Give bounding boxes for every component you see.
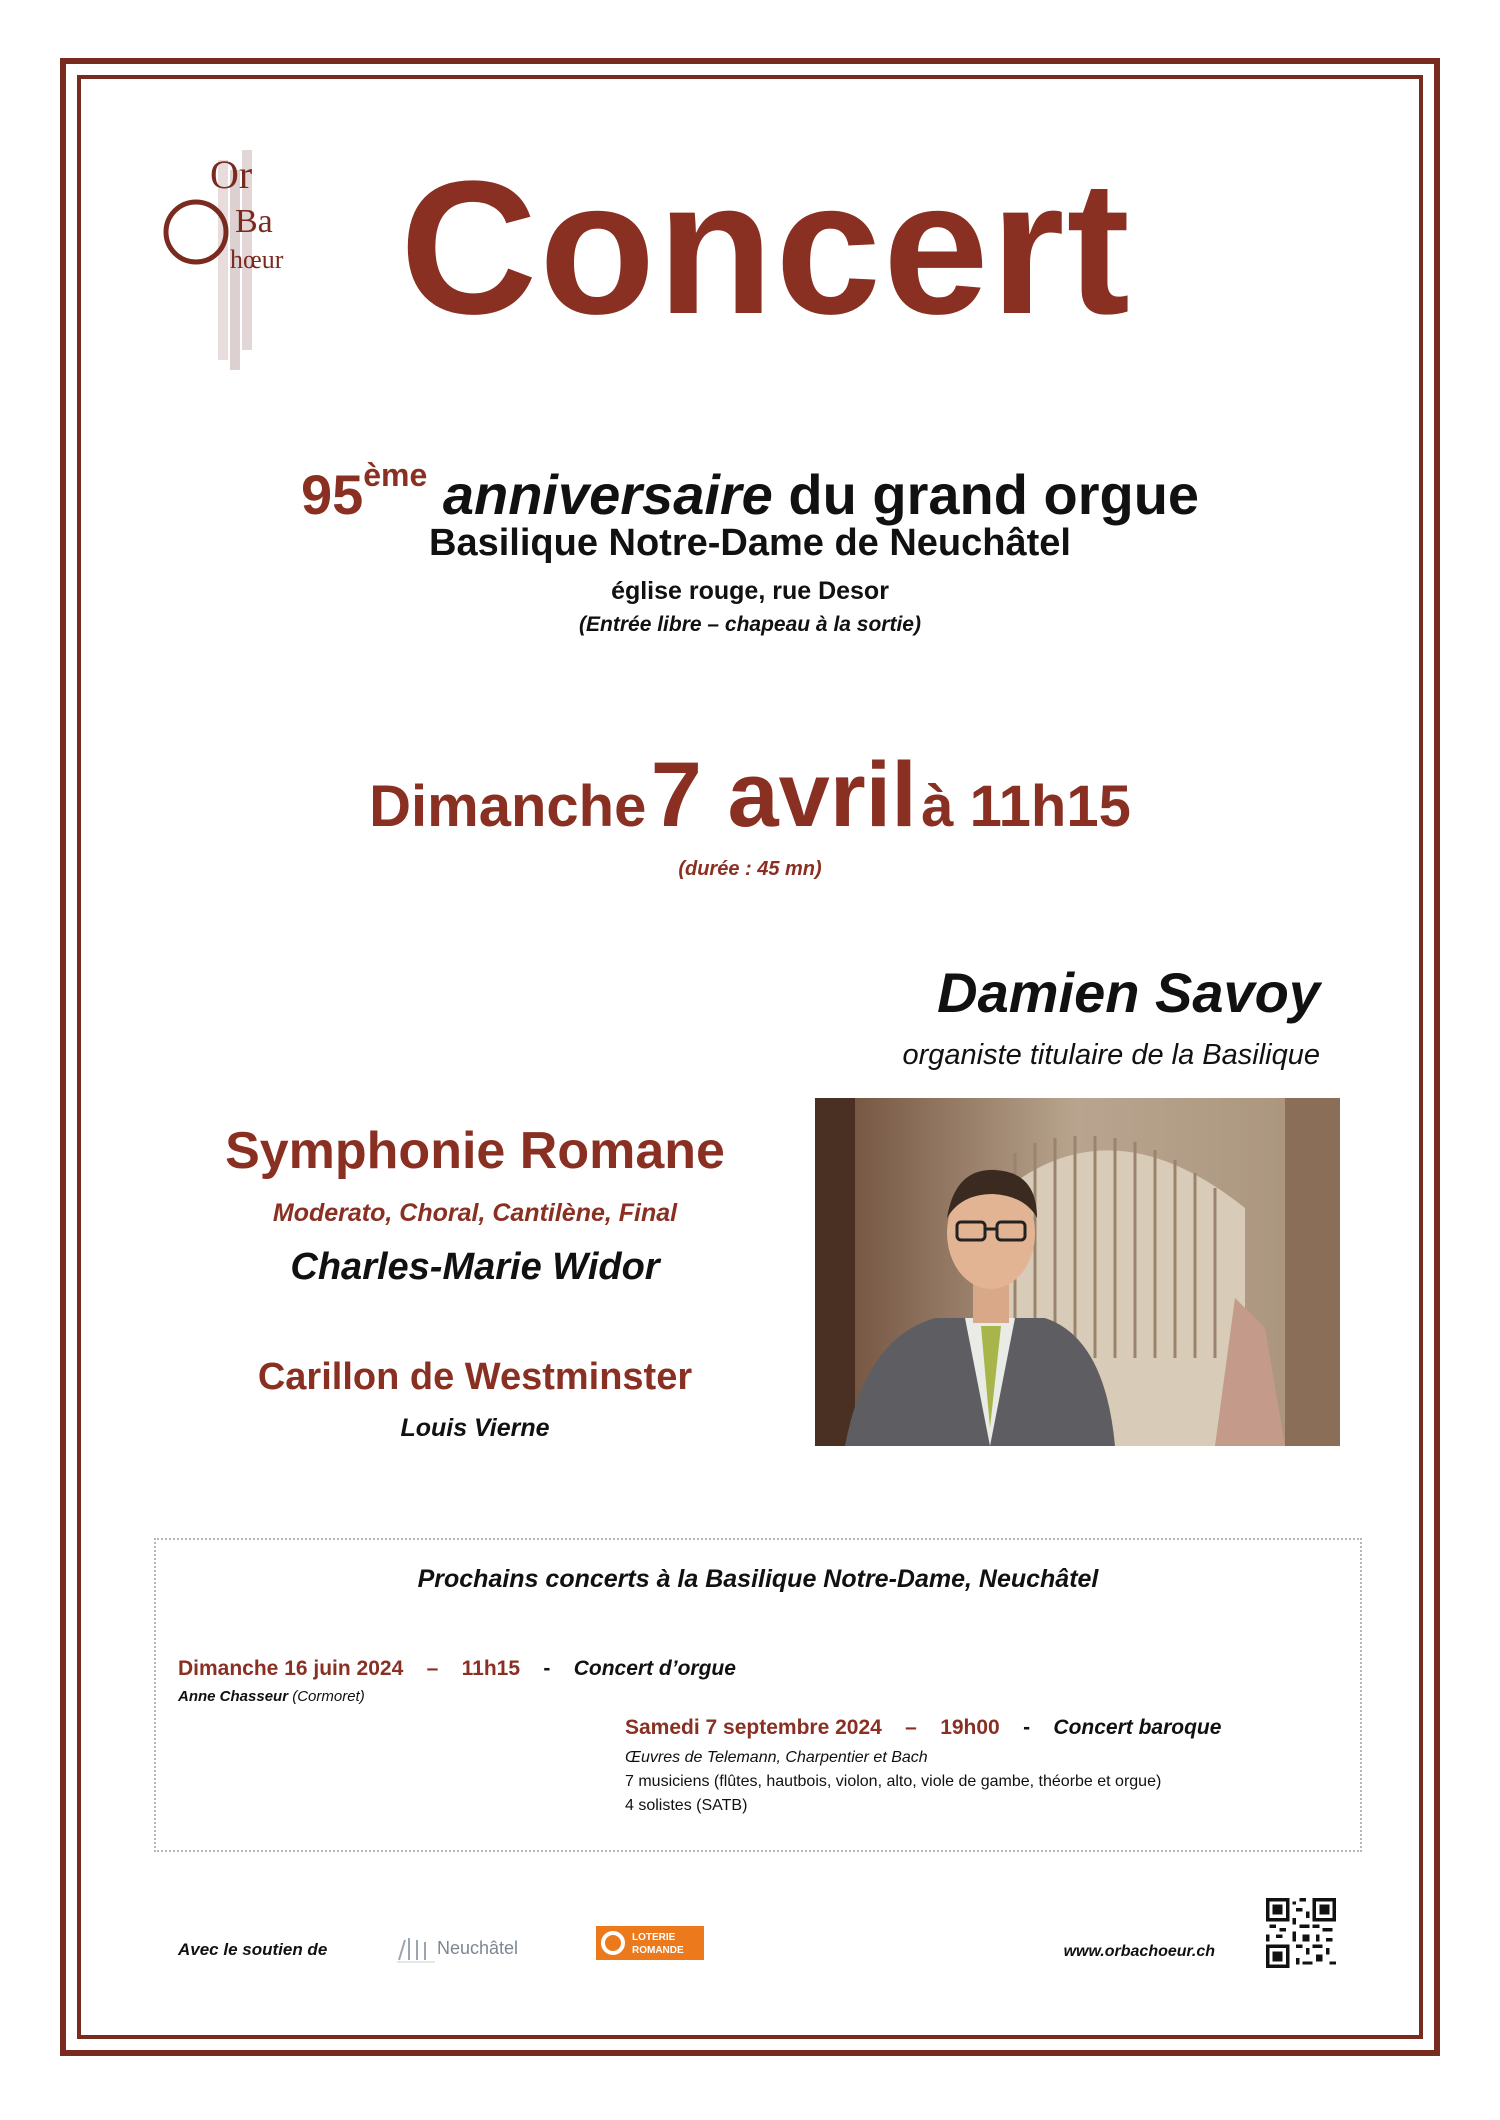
work-composer-widor: Charles-Marie Widor	[290, 1246, 660, 1288]
event-1-date: Dimanche 16 juin 2024	[178, 1657, 404, 1680]
concert-date	[100, 740, 1400, 877]
date-date: 7 avril	[650, 744, 917, 846]
event-1-performer-detail: (Cormoret)	[292, 1688, 365, 1705]
event-1-sep2: -	[543, 1657, 551, 1680]
event-2-time: 19h00	[940, 1716, 1000, 1739]
upcoming-event-1	[178, 1655, 736, 1683]
neuchatel-logo	[395, 1932, 545, 1966]
website-link[interactable]: www.orbachoeur.ch	[1063, 1943, 1215, 1960]
upcoming-heading: Prochains concerts à la Basilique Notre-Dame, Neuchâtel	[417, 1565, 1099, 1593]
event-2-sep2: -	[1023, 1716, 1031, 1739]
work-movements-symphonie: Moderato, Choral, Cantilène, Final	[272, 1199, 678, 1227]
work-title-symphonie: Symphonie Romane	[225, 1122, 725, 1180]
performer-photo	[815, 1098, 1340, 1446]
performer-name: Damien Savoy	[937, 961, 1320, 1024]
anniversary-suffix: ème	[363, 457, 428, 493]
anniversary-word: anniversaire	[442, 463, 773, 526]
event-2-date: Samedi 7 septembre 2024	[625, 1716, 882, 1739]
venue-address: église rouge, rue Desor	[611, 577, 889, 605]
date-day: Dimanche	[369, 774, 647, 839]
event-2-detail-soloists: 4 solistes (SATB)	[625, 1797, 748, 1814]
concert-title: Concert	[400, 142, 1132, 354]
anniversary-rest: du grand orgue	[788, 463, 1200, 526]
qr-code-icon[interactable]	[1266, 1898, 1336, 1968]
work-composer-vierne: Louis Vierne	[400, 1414, 550, 1442]
event-1-performer-name: Anne Chasseur	[178, 1688, 289, 1705]
neuchatel-logo-text: Neuchâtel	[437, 1938, 519, 1958]
anniversary-heading	[100, 440, 1400, 530]
entry-note: (Entrée libre – chapeau à la sortie)	[579, 613, 921, 636]
venue-name: Basilique Notre-Dame de Neuchâtel	[429, 522, 1071, 564]
date-time: à 11h15	[921, 774, 1131, 839]
event-2-detail-works: Œuvres de Telemann, Charpentier et Bach	[625, 1749, 928, 1766]
loterie-text-line1: LOTERIE	[632, 1932, 676, 1943]
event-1-sep1: –	[426, 1657, 439, 1680]
logo-letters-or: Or	[210, 152, 253, 197]
event-2-type: Concert baroque	[1053, 1716, 1222, 1739]
logo-letters-ba: Ba	[235, 203, 273, 240]
logo-letters-choeur: hœur	[230, 245, 284, 274]
support-label: Avec le soutien de	[178, 1940, 328, 1959]
event-2-detail-musicians: 7 musiciens (flûtes, hautbois, violon, alto, viole de gambe, théorbe et orgue)	[625, 1773, 1162, 1790]
event-1-performer	[178, 1687, 365, 1707]
orbachoeur-logo	[160, 140, 330, 380]
loterie-romande-logo	[596, 1926, 704, 1960]
duration: (durée : 45 mn)	[678, 858, 822, 880]
event-2-sep1: –	[905, 1716, 917, 1739]
event-1-time: 11h15	[461, 1657, 521, 1680]
upcoming-event-2	[625, 1714, 1221, 1742]
event-1-type: Concert d’orgue	[573, 1657, 736, 1680]
loterie-text-line2: ROMANDE	[632, 1945, 684, 1956]
performer-role: organiste titulaire de la Basilique	[902, 1039, 1320, 1071]
anniversary-number: 95	[300, 463, 364, 526]
work-title-carillon: Carillon de Westminster	[257, 1356, 693, 1398]
